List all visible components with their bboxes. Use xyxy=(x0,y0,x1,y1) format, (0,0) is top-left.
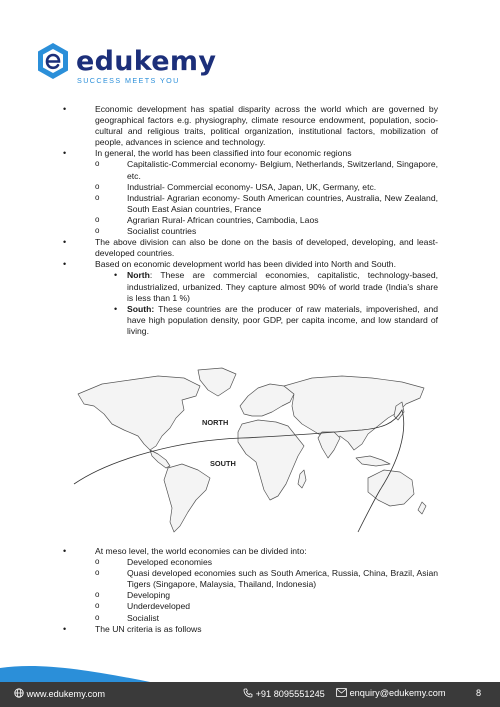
europe-shape xyxy=(240,384,294,416)
sub-list-item: o Underdeveloped xyxy=(127,601,438,612)
australia-shape xyxy=(368,470,414,506)
document-body-continued xyxy=(0,546,500,635)
page-number: 8 xyxy=(476,688,482,698)
edukemy-logo-icon xyxy=(36,42,70,80)
sub-list-item: o Quasi developed economies such as South America, Russia, China, Brazil, Asian Tigers (Singapore, Malaysia, Thailand, Indonesia) xyxy=(127,568,438,590)
edukemy-logo xyxy=(36,42,217,88)
world-map-figure xyxy=(72,366,432,538)
phone-icon xyxy=(243,688,253,698)
sub-list-item: o Socialist countries xyxy=(127,226,438,237)
paragraph-text: Economic development has spatial disparity across the world which are governed by geographical factors e.g. physiography, climate resource endowment, population, socio-cultural and religious traits, political organization, institutional factors, mobilization of people, advances in science and technology. xyxy=(95,104,438,148)
footer-phone[interactable] xyxy=(243,688,325,699)
phone-text: +91 8095551245 xyxy=(255,689,325,699)
sub-list-item: o Developing xyxy=(127,590,438,601)
greenland-shape xyxy=(198,368,236,396)
paragraph-text: The above division can also be done on the basis of developed, developing, and least-developed countries. xyxy=(95,237,438,259)
indonesia-shape xyxy=(356,456,390,466)
footer-website[interactable] xyxy=(14,688,105,699)
north-america-shape xyxy=(78,376,200,450)
central-america-shape xyxy=(150,450,170,468)
south-heading: South: xyxy=(127,303,155,314)
new-zealand-shape xyxy=(418,502,426,514)
india-shape xyxy=(318,432,340,458)
brand-tagline: SUCCESS MEETS YOU xyxy=(77,76,180,85)
madagascar-shape xyxy=(298,470,306,488)
email-text: enquiry@edukemy.com xyxy=(349,688,446,698)
list-item xyxy=(95,148,438,237)
list-item xyxy=(95,624,438,635)
list-item xyxy=(95,259,438,337)
sub-list-item: o Industrial- Agrarian economy- South American countries, Australia, New Zealand, South East Asian countries, France xyxy=(127,193,438,215)
north-south-world-map xyxy=(72,366,432,538)
paragraph-text: In general, the world has been classified into four economic regions xyxy=(95,148,352,159)
brand-name: edukemy xyxy=(76,46,217,77)
south-america-shape xyxy=(164,464,210,532)
north-heading: North xyxy=(127,270,150,281)
list-item xyxy=(95,546,438,624)
africa-shape xyxy=(238,420,304,500)
sub-list-item-south xyxy=(127,304,438,337)
north-text: : These are commercial economies, capitalistic, technology-based, industrialized, urbanized. They capture almost 90% of world trade (India’s share is less than 1 %) xyxy=(127,270,438,303)
globe-icon xyxy=(14,688,24,698)
footer-email[interactable] xyxy=(336,688,446,698)
map-label-north: NORTH xyxy=(202,418,229,427)
sub-list xyxy=(95,270,438,337)
list-item xyxy=(95,104,438,148)
list-item xyxy=(95,237,438,259)
map-label-south: SOUTH xyxy=(210,459,236,468)
sub-list-item: o Capitalistic-Commercial economy- Belgium, Netherlands, Switzerland, Singapore, etc. xyxy=(127,159,438,181)
sub-list-item: o Socialist xyxy=(127,613,438,624)
sub-list xyxy=(95,557,438,624)
south-text: These countries are the producer of raw materials, impoverished, and have high population density, poor GDP, per capita income, and low standard of living. xyxy=(127,303,438,336)
paragraph-text: The UN criteria is as follows xyxy=(95,623,202,634)
sub-list-item: o Industrial- Commercial economy- USA, Japan, UK, Germany, etc. xyxy=(127,182,438,193)
website-text: www.edukemy.com xyxy=(26,689,106,699)
sub-list xyxy=(95,159,438,237)
document-body xyxy=(0,104,500,337)
bullet-list xyxy=(0,104,500,337)
paragraph-text: At meso level, the world economies can be divided into: xyxy=(95,546,307,556)
bullet-list xyxy=(0,546,500,635)
sub-list-item: o Agrarian Rural- African countries, Cambodia, Laos xyxy=(127,215,438,226)
mail-icon xyxy=(336,688,347,697)
paragraph-text: Based on economic development world has been divided into North and South. xyxy=(95,259,396,270)
sub-list-item-north xyxy=(127,270,438,303)
sub-list-item: o Developed economies xyxy=(127,557,438,568)
